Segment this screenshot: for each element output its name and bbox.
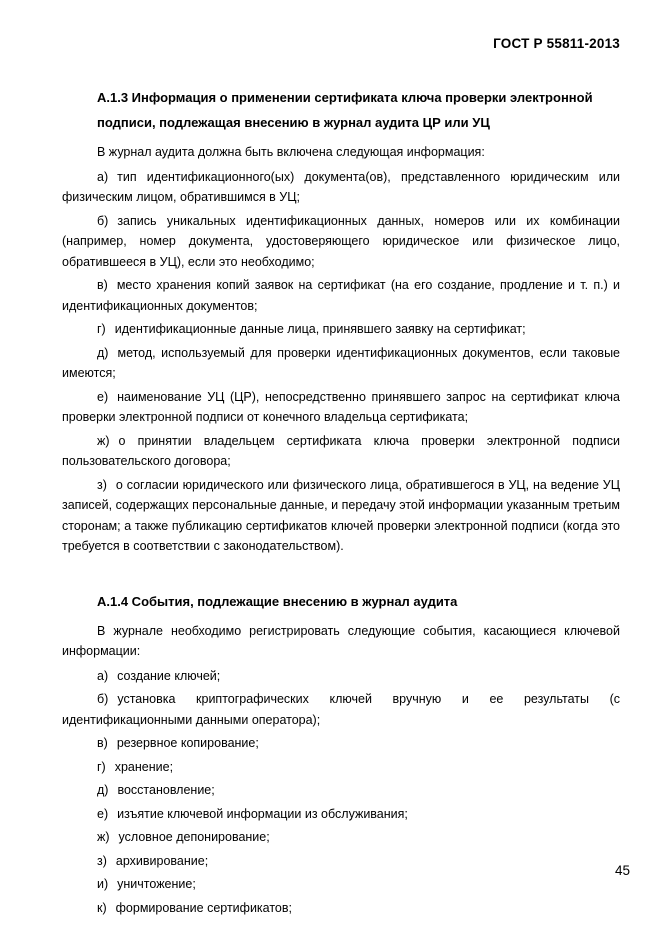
list-item-label: е) [97, 389, 109, 404]
list-item [62, 167, 620, 208]
page-number: 45 [614, 863, 630, 878]
list-item-text: резервное копирование; [116, 736, 259, 750]
list-item [62, 387, 620, 428]
list-item-text: идентификационные данные лица, принявшего заявку на сертификат; [114, 322, 526, 336]
document-body [62, 85, 620, 918]
list-item-text: создание ключей; [117, 668, 221, 683]
list-item-label: в) [97, 278, 108, 292]
list-item [62, 898, 620, 919]
list-item-text: о согласии юридического или физического лица, обратившегося в УЦ, на ведение УЦ записей, содержащих персональные данные, и передачу этой информации указанным третьим сторонам; а также публикацию сертификатов ключей проверки электронной подписи (когда это требуется в соответствии с законодательством). [62, 477, 620, 553]
list-item [62, 689, 620, 730]
document-section [62, 85, 620, 557]
section-intro: В журнал аудита должна быть включена следующая информация: [97, 145, 485, 159]
list-item [62, 757, 620, 778]
list-item [62, 211, 620, 273]
list-item [62, 343, 620, 384]
list-item [62, 780, 620, 801]
list-item [62, 874, 620, 895]
list-item [62, 666, 620, 687]
list-item-label: б) [97, 692, 109, 706]
list-item-label: д) [97, 345, 109, 360]
list-item-text: восстановление; [117, 783, 215, 797]
list-item-label: ж) [97, 433, 110, 448]
list-item-text: уничтожение; [117, 877, 196, 891]
list-item-label: з) [97, 477, 107, 492]
list-item-label: г) [97, 322, 106, 336]
list-item-label: б) [97, 213, 109, 228]
list-item [62, 827, 620, 848]
section-intro: В журнале необходимо регистрировать следующие события, касающиеся ключевой информации: [62, 623, 620, 658]
list-item-text: формирование сертификатов; [115, 900, 292, 915]
list-item-label: е) [97, 806, 109, 821]
list-item-label: ж) [97, 830, 110, 844]
list-item-label: а) [97, 169, 109, 184]
list-item-text: наименование УЦ (ЦР), непосредственно принявшего запрос на сертификат ключа проверки электронной подписи от конечного владельца сертификата; [62, 389, 620, 424]
list-item [62, 275, 620, 316]
list-item-text: хранение; [114, 759, 174, 774]
list-item [62, 733, 620, 754]
list-item-label: в) [97, 736, 108, 750]
list-item-text: изъятие ключевой информации из обслуживания; [117, 806, 408, 821]
list-item [62, 431, 620, 472]
list-item [62, 475, 620, 557]
list-item-label: и) [97, 877, 109, 891]
list-item-text: метод, используемый для проверки идентификационных документов, если таковые имеются; [62, 345, 620, 380]
section-items [62, 666, 620, 919]
list-item-text: о принятии владельцем сертификата ключа проверки электронной подписи пользовательского договора; [62, 433, 620, 468]
list-item-text: архивирование; [115, 853, 209, 868]
list-item [62, 851, 620, 872]
document-header [62, 37, 620, 51]
section-heading: А.1.4 События, подлежащие внесению в журнал аудита [97, 593, 458, 609]
list-item-text: запись уникальных идентификационных данных, номеров или их комбинации (например, номер документа, удостоверяющего юридическое или физическое лицо, обратившееся в УЦ), если это необходимо; [62, 213, 620, 269]
list-item-text: установка криптографических ключей вручную и ее результаты (с идентификационными данными оператора); [62, 692, 620, 727]
section-heading: А.1.3 Информация о применении сертификата ключа проверки электронной подписи, подлежащая внесению в журнал аудита ЦР или УЦ [97, 90, 593, 130]
list-item [62, 319, 620, 340]
list-item-label: з) [97, 853, 107, 868]
list-item-text: тип идентификационного(ых) документа(ов), представленного юридическим или физическим лицом, обратившимся в УЦ; [62, 169, 620, 204]
list-item-label: г) [97, 759, 106, 774]
list-item-label: а) [97, 668, 109, 683]
list-item [62, 804, 620, 825]
section-items [62, 167, 620, 557]
list-item-text: место хранения копий заявок на сертификат (на его создание, продление и т. п.) и идентификационных документов; [62, 278, 620, 313]
document-section [62, 589, 620, 919]
list-item-label: д) [97, 783, 109, 797]
list-item-text: условное депонирование; [118, 830, 270, 844]
standard-number: ГОСТ Р 55811-2013 [493, 36, 620, 51]
list-item-label: к) [97, 900, 107, 915]
